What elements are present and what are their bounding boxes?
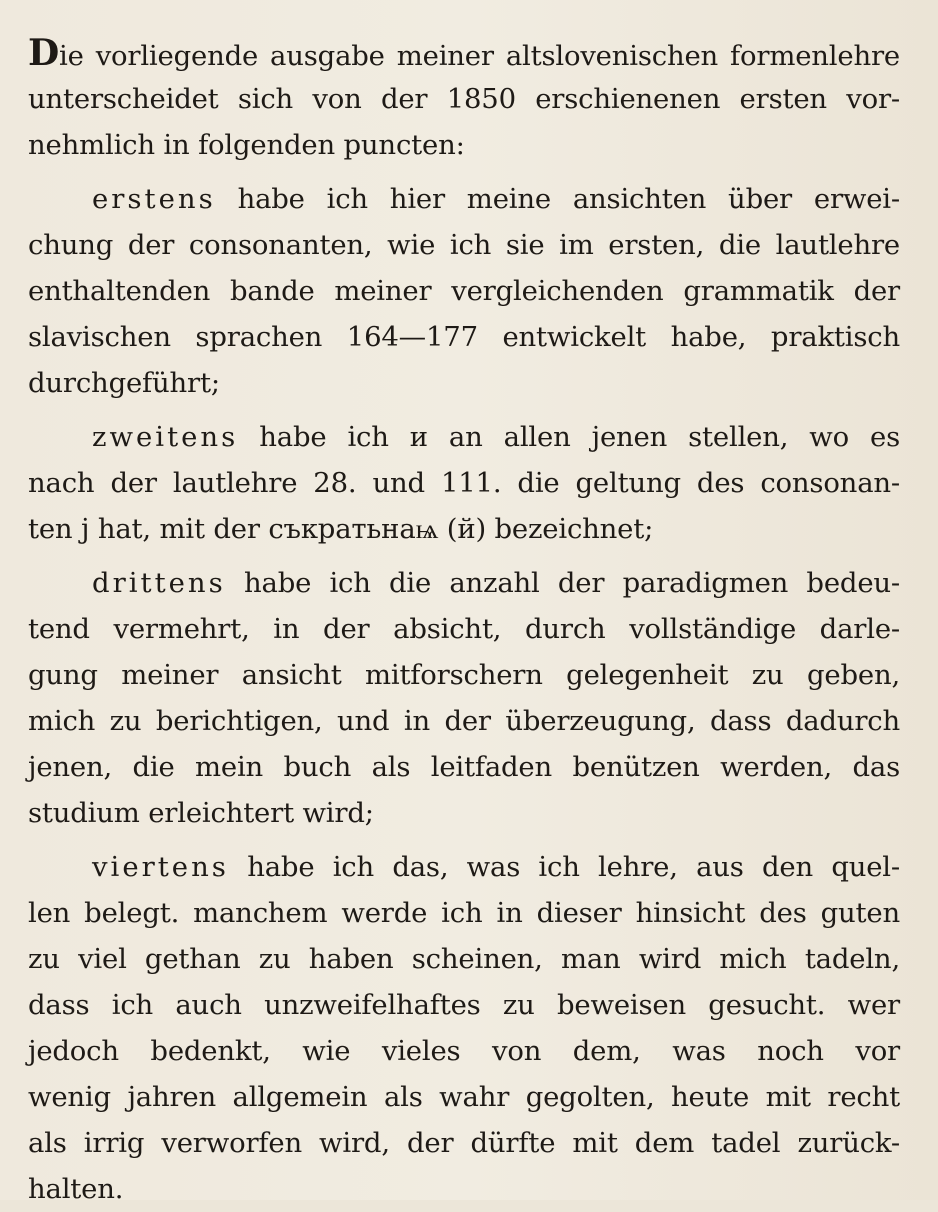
text-line: ten j hat, mit der съкратьнаѩ (й) bezeichnet; bbox=[28, 513, 654, 545]
text-line: jedoch bedenkt, wie vieles von dem, was noch vor bbox=[28, 1035, 900, 1067]
text-line: als irrig verworfen wird, der dürfte mit dem tadel zurück- bbox=[28, 1127, 900, 1159]
text-line: Die vorliegende ausgabe meiner altslovenischen formenlehre bbox=[28, 32, 900, 74]
text-line: halten. bbox=[28, 1173, 124, 1205]
text-line: gung meiner ansicht mitforschern gelegenheit zu geben, bbox=[28, 659, 900, 691]
spaced-keyword: erstens bbox=[92, 183, 216, 215]
text-line: tend vermehrt, in der absicht, durch vollständige darle- bbox=[28, 613, 900, 645]
drop-initial: D bbox=[28, 32, 60, 74]
text-line: mich zu berichtigen, und in der überzeugung, dass dadurch bbox=[28, 705, 900, 737]
text-line: len belegt. manchem werde ich in dieser hinsicht des guten bbox=[28, 897, 900, 929]
text-line: nach der lautlehre 28. und 111. die geltung des consonan- bbox=[28, 467, 900, 499]
text-line: studium erleichtert wird; bbox=[28, 797, 374, 829]
text-line: enthaltenden bande meiner vergleichenden grammatik der bbox=[28, 275, 900, 307]
text-line: chung der consonanten, wie ich sie im ersten, die lautlehre bbox=[28, 229, 900, 261]
text-line: nehmlich in folgenden puncten: bbox=[28, 129, 465, 161]
text-line: zweitens habe ich и an allen jenen stellen, wo es bbox=[92, 421, 900, 453]
text-line: wenig jahren allgemein als wahr gegolten, heute mit recht bbox=[28, 1081, 900, 1113]
text-line: zu viel gethan zu haben scheinen, man wird mich tadeln, bbox=[28, 943, 900, 975]
spaced-keyword: drittens bbox=[92, 567, 226, 599]
text-line: drittens habe ich die anzahl der paradigmen bedeu- bbox=[92, 567, 900, 599]
text-line: durchgeführt; bbox=[28, 367, 220, 399]
text-line: unterscheidet sich von der 1850 erschienenen ersten vor- bbox=[28, 83, 900, 115]
text-line: viertens habe ich das, was ich lehre, aus den quel- bbox=[92, 851, 900, 883]
spaced-keyword: zweitens bbox=[92, 421, 239, 453]
spaced-keyword: viertens bbox=[92, 851, 229, 883]
text-line: erstens habe ich hier meine ansichten über erwei- bbox=[92, 183, 900, 215]
text-line: slavischen sprachen 164—177 entwickelt habe, praktisch bbox=[28, 321, 900, 353]
text-line: dass ich auch unzweifelhaftes zu beweisen gesucht. wer bbox=[28, 989, 900, 1021]
text-line: jenen, die mein buch als leitfaden benützen werden, das bbox=[28, 751, 900, 783]
